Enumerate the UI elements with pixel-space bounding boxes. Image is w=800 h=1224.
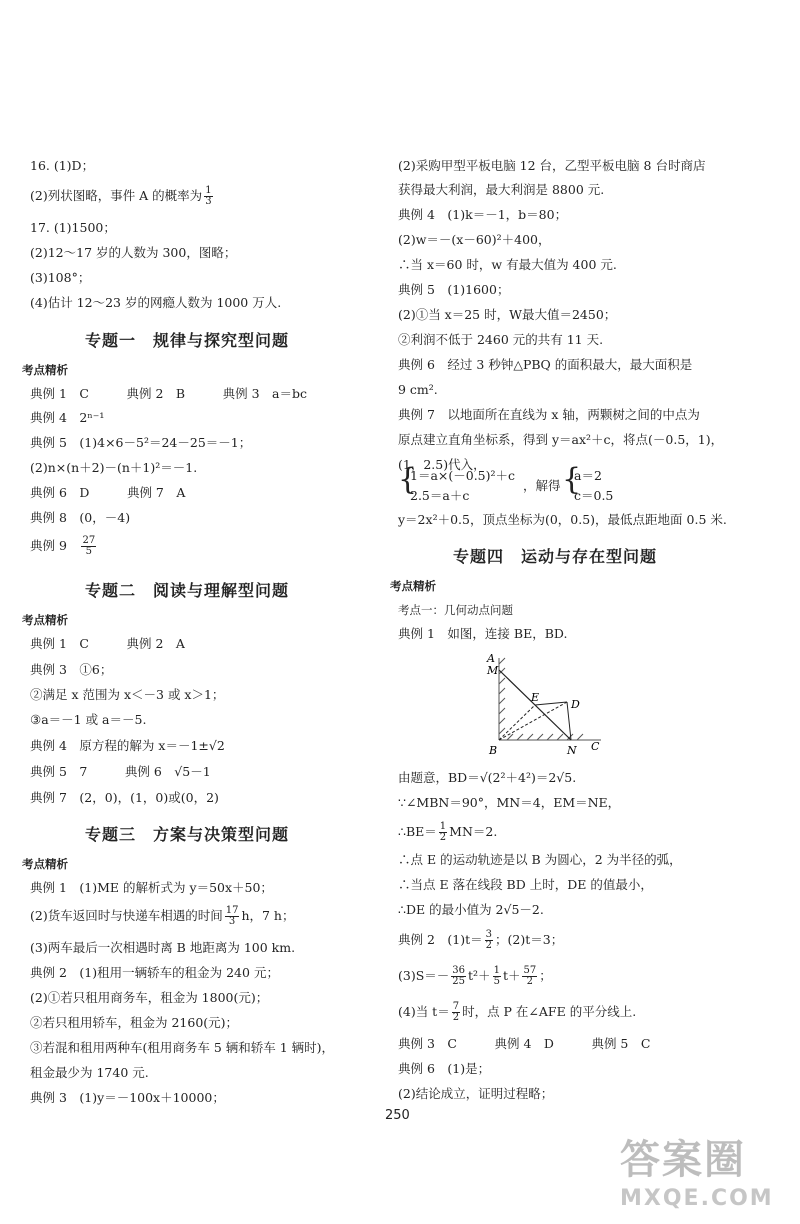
answer-line: (1，2.5)代入，: [398, 457, 486, 472]
answer-line: (2)①若只租用商务车，租金为 1800(元)；: [30, 990, 269, 1005]
subheading: 考点精析: [390, 579, 436, 593]
left-brace: {: [398, 462, 418, 497]
answer-line: ③若混和租用两种车(租用商务车 5 辆和轿车 1 辆时)，: [30, 1040, 335, 1055]
answer-line: (2)①当 x＝25 时，W最大值＝2450；: [398, 307, 617, 322]
section-heading: 专题三 方案与决策型问题: [85, 825, 290, 844]
answer-text: (2)列状图略，事件 A 的概率为: [30, 188, 203, 203]
answer-line: ②利润不低于 2460 元的共有 11 天.: [398, 332, 604, 347]
watermark-text: 答案圈: [620, 1137, 746, 1183]
section-heading: 专题二 阅读与理解型问题: [85, 581, 290, 600]
fraction: $\frac{27}{5}$: [82, 535, 96, 557]
answer-line: 9 cm².: [398, 382, 438, 397]
fraction: $\frac{57}{2}$: [523, 965, 537, 987]
answer-text: t²＋: [468, 968, 491, 983]
answer-line: 典例 8 (0，－4): [30, 510, 131, 525]
label-B: B: [489, 744, 498, 757]
label-A: A: [487, 652, 495, 665]
answer-line: 典例 4 2ⁿ⁻¹: [30, 410, 105, 425]
answer-line: 由题意，BD＝√(2²＋4²)＝2√5.: [398, 770, 577, 785]
wall-hatch: [499, 658, 601, 740]
watermark-logo: [610, 1128, 790, 1218]
fraction: $\frac{17}{3}$: [225, 905, 239, 927]
subheading: 考点一：几何动点问题: [398, 603, 513, 617]
answer-line: 典例 1 (1)ME 的解析式为 y＝50x＋50；: [30, 880, 273, 895]
section-heading: 专题一 规律与探究型问题: [85, 331, 290, 350]
answer-line: (3)两车最后一次相遇时离 B 地距离为 100 km.: [30, 940, 296, 955]
answer-line: [30, 906, 294, 927]
answer-text: ；(2)t＝3；: [495, 932, 564, 947]
answer-line: [30, 186, 215, 207]
answer-text: (2)货车返回时与快递车相遇的时间: [30, 908, 223, 923]
answer-line: 典例 3 (1)y＝－100x＋10000；: [30, 1090, 225, 1105]
answer-text: t＋: [502, 968, 521, 983]
answer-line: 典例 4 (1)k＝－1，b＝80；: [398, 207, 568, 222]
section-heading: 专题四 运动与存在型问题: [453, 547, 658, 566]
equation: 2.5＝a＋c: [410, 488, 470, 503]
geometry-figure: [483, 650, 693, 760]
answer-line: 16. (1)D；: [30, 158, 95, 173]
answer-text: MN＝2.: [449, 824, 498, 839]
label-D: D: [571, 698, 580, 711]
page-number: 250: [385, 1108, 410, 1123]
answer-line: 典例 5 (1)4×6－5²＝24－25＝－1；: [30, 435, 252, 450]
answer-line: (4)估计 12～23 岁的网瘾人数为 1000 万人.: [30, 295, 282, 310]
answer-line: 17. (1)1500；: [30, 220, 116, 235]
answer-text: (4)当 t＝: [398, 1004, 450, 1019]
equation: 1＝a×(－0.5)²＋c: [410, 468, 516, 483]
answer-line: (2)结论成立，证明过程略；: [398, 1086, 554, 1101]
answer-text: ；: [539, 968, 552, 983]
answer-line: 典例 1 C 典例 2 B 典例 3 a＝bc: [30, 386, 307, 401]
answer-line: 典例 5 (1)1600；: [398, 282, 510, 297]
answer-line: 典例 6 D 典例 7 A: [30, 485, 186, 500]
answer-text: (3)S＝－: [398, 968, 450, 983]
answer-line: 租金最少为 1740 元.: [30, 1065, 149, 1080]
answer-line: ∴DE 的最小值为 2√5－2.: [398, 902, 544, 917]
fraction: $\frac{3}{2}$: [485, 929, 493, 951]
answer-line: 典例 4 原方程的解为 x＝－1±√2: [30, 738, 225, 753]
answer-line: 典例 2 (1)租用一辆轿车的租金为 240 元；: [30, 965, 279, 980]
answer-line: ∴点 E 的运动轨迹是以 B 为圆心，2 为半径的弧，: [398, 852, 682, 867]
answer-line: 典例 3 C 典例 4 D 典例 5 C: [398, 1036, 651, 1051]
fraction: $\frac{1}{3}$: [205, 185, 212, 207]
answer-line: ∴当点 E 落在线段 BD 上时，DE 的值最小，: [398, 877, 653, 892]
answer-line: [398, 1002, 636, 1023]
answer-text: 时，点 P 在∠AFE 的平分线上.: [462, 1004, 637, 1019]
answer-line: 典例 3 ①6；: [30, 662, 113, 677]
answer-line: [398, 930, 563, 951]
answer-line: 典例 1 如图，连接 BE，BD.: [398, 626, 568, 641]
label-E: E: [531, 691, 540, 704]
subheading: 考点精析: [22, 613, 68, 627]
answer-text: 典例 2 (1)t＝: [398, 932, 483, 947]
answer-line: ②满足 x 范围为 x＜－3 或 x＞1；: [30, 687, 225, 702]
subheading: 考点精析: [22, 857, 68, 871]
answer-line: ②若只租用轿车，租金为 2160(元)；: [30, 1015, 239, 1030]
answer-line: [398, 966, 552, 987]
answer-line: 获得最大利润，最大利润是 8800 元.: [398, 182, 605, 197]
watermark-url: MXQE.COM: [620, 1186, 774, 1211]
answer-line: (2)n×(n＋2)－(n＋1)²＝－1.: [30, 460, 198, 475]
answer-text: ∴BE＝: [398, 824, 437, 839]
label-C: C: [591, 740, 600, 753]
answer-text: 典例 9: [30, 538, 67, 553]
answer-line: 典例 5 7 典例 6 √5－1: [30, 764, 211, 779]
equation: a＝2: [574, 468, 602, 483]
answer-line: 原点建立直角坐标系，得到 y＝ax²＋c，将点(－0.5，1)，: [398, 432, 724, 447]
answer-line: ③a＝－1 或 a＝－5.: [30, 712, 147, 727]
answer-line: (2)采购甲型平板电脑 12 台，乙型平板电脑 8 台时商店: [398, 158, 706, 173]
answer-line: (3)108°；: [30, 270, 91, 285]
answer-line: 典例 1 C 典例 2 A: [30, 636, 185, 651]
label-M: M: [487, 664, 499, 677]
answer-line: [398, 822, 497, 843]
subheading: 考点精析: [22, 363, 68, 377]
answer-line: 典例 7 以地面所在直线为 x 轴，两颗树之间的中点为: [398, 407, 700, 422]
answer-line: 典例 6 经过 3 秒钟△PBQ 的面积最大，最大面积是: [398, 357, 693, 372]
equation: c＝0.5: [574, 488, 614, 503]
answer-line: (2)w＝－(x－60)²＋400，: [398, 232, 551, 247]
fraction: $\frac{1}{5}$: [493, 965, 500, 987]
answer-line: 典例 7 (2，0)，(1，0)或(0，2): [30, 790, 219, 805]
answer-line: y＝2x²＋0.5，顶点坐标为(0，0.5)，最低点距地面 0.5 米.: [398, 512, 727, 527]
answer-line: ∵∠MBN＝90°，MN＝4，EM＝NE，: [398, 795, 621, 810]
equation-label: ，解得: [523, 478, 561, 493]
answer-line: [30, 536, 98, 557]
answer-line: 典例 6 (1)是；: [398, 1061, 491, 1076]
answer-line: ∴当 x＝60 时，w 有最大值为 400 元.: [398, 257, 617, 272]
answer-text: h，7 h；: [241, 908, 295, 923]
left-brace: {: [562, 462, 582, 497]
answer-line: (2)12～17 岁的人数为 300，图略；: [30, 245, 237, 260]
fraction: $\frac{1}{2}$: [439, 821, 447, 843]
label-N: N: [567, 744, 577, 757]
fraction: $\frac{7}{2}$: [452, 1001, 460, 1023]
fraction: $\frac{36}{25}$: [452, 965, 466, 987]
